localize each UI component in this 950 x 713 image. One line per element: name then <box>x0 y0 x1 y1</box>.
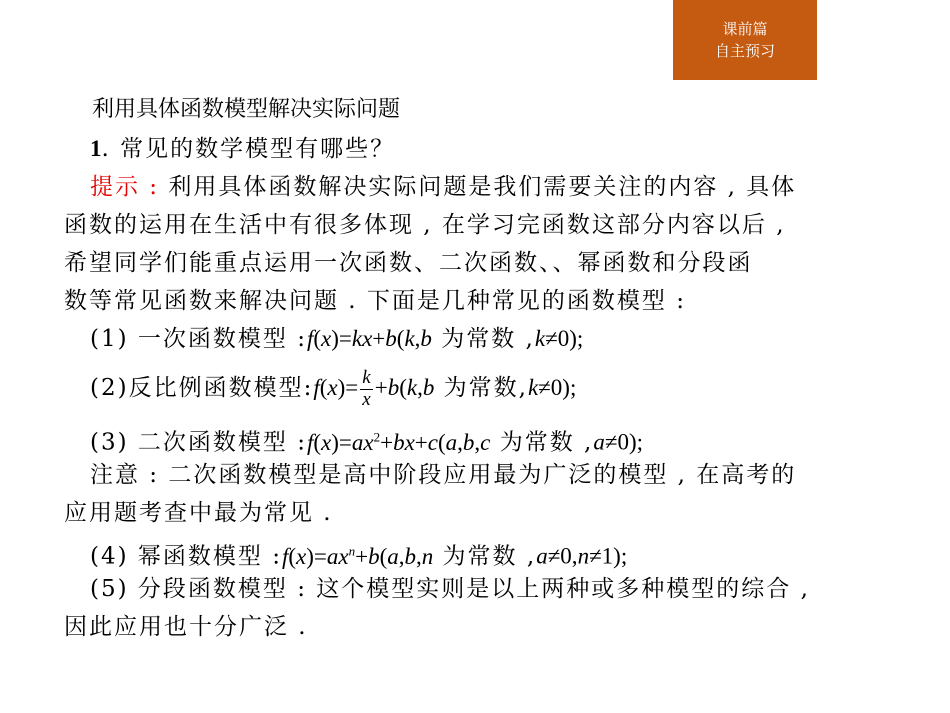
model-inverse-prefix: (2)反比例函数模型: <box>90 375 314 401</box>
section-tag-line2: 自主预习 <box>714 42 775 60</box>
model-piecewise-line-2: 因此应用也十分广泛 . <box>64 614 308 640</box>
model-linear: (1) 一次函数模型 :f(x)=kx+b(k,b 为常数 ,k≠0); <box>90 326 584 352</box>
section-tag <box>673 0 817 80</box>
note-line-2: 应用题考查中最为常见 . <box>64 500 333 526</box>
model-power-prefix: (4) 幂函数模型 : <box>90 543 282 570</box>
model-inverse: (2)反比例函数模型:f(x)= $\frac{k}{x}$ +b(k,b 为常数,k≠0); <box>90 367 577 411</box>
model-quadratic-formula: $f(x)=ax^2+bx+c(a,b,c$ <box>306 429 491 455</box>
model-linear-tail: ≠0); <box>545 326 584 351</box>
question <box>64 130 894 168</box>
hint-line-4: 数等常见函数来解决问题 . 下面是几种常见的函数模型 : <box>64 288 686 314</box>
question-number: 1 <box>90 136 102 161</box>
hint-line-3: 希望同学们能重点运用一次函数、二次函数、、幂函数和分段函 <box>64 250 753 276</box>
model-power-suffix: 为常数 , <box>433 543 537 570</box>
model-power-tail-1: ≠0, <box>547 543 578 569</box>
model-linear-formula: f(x)=kx+b(k,b <box>306 326 432 351</box>
model-power-tail-2: ≠1); <box>589 543 628 569</box>
model-linear-prefix: (1) 一次函数模型 : <box>90 326 307 352</box>
hint-line-2: 函数的运用在生活中有很多体现 , 在学习完函数这部分内容以后 , <box>64 212 786 238</box>
model-power-formula: $f(x)=ax^n+b(a,b,n$ <box>281 543 434 569</box>
model-quadratic-suffix: 为常数 , <box>490 429 594 456</box>
section-tag-line1: 课前篇 <box>722 20 768 38</box>
model-quadratic-prefix: (3) 二次函数模型 : <box>90 429 307 456</box>
model-piecewise-line-1: (5) 分段函数模型 : 这个模型实则是以上两种或多种模型的综合 , <box>90 576 810 602</box>
hint-text-1: 利用具体函数解决实际问题是我们需要关注的内容 , 具体 <box>159 174 797 200</box>
fraction-k-over-x: $\frac{k}{x}$ <box>362 367 371 411</box>
model-quadratic: (3) 二次函数模型 $:f(x)=ax^2+bx+c(a,b,c$ 为常数 ,a≠0); <box>90 429 644 456</box>
model-inverse-tail: ≠0); <box>538 375 577 400</box>
question-text: . 常见的数学模型有哪些？ <box>101 136 396 162</box>
model-quadratic-tail: ≠0); <box>604 429 644 455</box>
note-line-1: 注意 : 二次函数模型是高中阶段应用最为广泛的模型 , 在高考的 <box>90 462 797 488</box>
model-linear-suffix: 为常数 , <box>431 326 535 352</box>
model-inverse-formula: f(x)= $\frac{k}{x}$ +b(k,b <box>313 367 435 411</box>
model-inverse-suffix: 为常数, <box>434 375 528 401</box>
hint-line-1 <box>64 168 894 206</box>
hint-label: 提示 : <box>90 174 160 200</box>
model-power: (4) 幂函数模型 $:f(x)=ax^n+b(a,b,n$ 为常数 ,a≠0,n≠1); <box>90 543 628 570</box>
slide-content <box>64 90 894 646</box>
page-title: 利用具体函数模型解决实际问题 <box>92 97 401 122</box>
